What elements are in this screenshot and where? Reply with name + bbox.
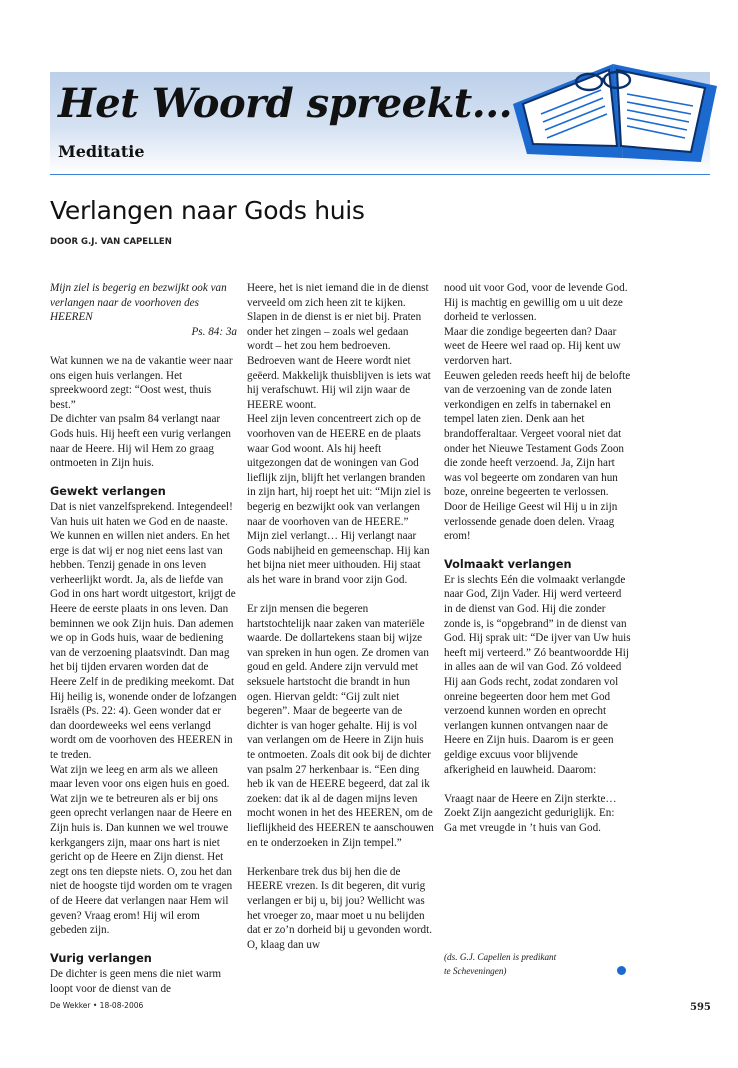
paragraph: Eeuwen geleden reeds heeft hij de belofte van de verzoening van de zonde laten verkondigen en zelfs in tabernakel en tempel laten zien. Denk aan het brandofferaltaar. Vergeet vooral niet dat onder het Nieuwe Testament Gods Zoon die zonde heeft verzoend. Ja, Zijn hart was vol begeerte om zondaren van hun boze, onreine begeerten te verlossen. Door de Heilige Geest wil Hij u in zijn verlossende genade doen delen. Vraag erom! bbox=[444, 369, 631, 543]
paragraph: Wat kunnen we na de vakantie weer naar ons eigen huis verlangen. Het spreekwoord zegt: “Oost west, thuis best.” bbox=[50, 354, 233, 411]
paragraph: De dichter van psalm 84 verlangt naar Gods huis. Hij heeft een vurig verlangen naar de Heere. Hij wil Hem zo graag ontmoeten in Zijn huis. bbox=[50, 413, 231, 470]
open-book-with-glasses-icon bbox=[505, 46, 725, 166]
closing-line: Zoekt Zijn aangezicht geduriglijk. En: bbox=[444, 807, 615, 820]
paragraph: Er is slechts Eén die volmaakt verlangde naar God, Zijn Vader. Hij werd verteerd in de dienst van God. Hij die zonder zonde is, is “opgebrand” in de dienst van God. Hij sprak uit: “De ijver van Uw huis heeft mij verteerd.” Zó beantwoordde Hij in alles aan de wil van God. Zó voldeed Hij aan Gods recht, zodat zondaren vol onreine begeerten door hem met God verzoend kunnen worden en oprecht verlangen kunnen ontvangen naar de Heere en Zijn huis. Daarom is er geen geldige excuus voor blijvende afkerigheid en lauwheid. Daarom: bbox=[444, 573, 631, 776]
epigraph-line: verlangen naar de voorhoven des HEEREN bbox=[50, 296, 199, 324]
epigraph-reference: Ps. 84: 3a bbox=[191, 325, 237, 338]
section-heading: Gewekt verlangen bbox=[50, 485, 166, 499]
paragraph: Maar die zondige begeerten dan? Daar weet de Heere wel raad op. Hij kent uw verdorven hart. bbox=[444, 325, 621, 367]
bio-line: (ds. G.J. Capellen is predikant bbox=[444, 952, 557, 962]
column-2 bbox=[247, 281, 434, 952]
banner-title: Het Woord spreekt... bbox=[58, 80, 513, 127]
column-3 bbox=[444, 281, 631, 836]
column-1 bbox=[50, 281, 237, 996]
paragraph: nood uit voor God, voor de levende God. Hij is machtig en gewillig om u uit deze dorheid te verlossen. bbox=[444, 282, 628, 324]
section-heading: Volmaakt verlangen bbox=[444, 558, 572, 572]
byline: DOOR G.J. VAN CAPELLEN bbox=[50, 237, 172, 247]
author-bio bbox=[444, 950, 634, 978]
paragraph: De dichter is geen mens die niet warm loopt voor de dienst van de bbox=[50, 967, 222, 995]
banner-subtitle: Meditatie bbox=[58, 142, 145, 161]
paragraph: Heere, het is niet iemand die in de dienst verveeld om zich heen zit te kijken. Slapen in de dienst is er niet bij. Praten onder het zingen – zoals wel gedaan wordt – het zou hem bedroeven. Bedroeven want de Heere wordt niet geëerd. Makkelijk thuisblijven is iets wat hij verafschuwt. Hij wil zijn waar de HEERE woont. bbox=[247, 282, 431, 411]
paragraph: Heel zijn leven concentreert zich op de voorhoven van de HEERE en de plaats waar God woont. Als hij heeft uitgezongen dat de woningen van God lieflijk zijn, blijft het verlangen branden in zijn hart, hij roept het uit: “Mijn ziel is begerig en bezwijkt ook van verlangen naar de voorhoven van de HEERE.” bbox=[247, 413, 431, 528]
footer-source: De Wekker • 18-08-2006 bbox=[50, 1001, 144, 1010]
page-number: 595 bbox=[690, 1002, 711, 1013]
epigraph-line: Mijn ziel is begerig en bezwijkt ook van bbox=[50, 282, 227, 294]
closing-line: Vraagt naar de Heere en Zijn sterkte… bbox=[444, 792, 617, 805]
paragraph: Er zijn mensen die begeren hartstochtelijk naar zaken van materiële waarde. De dollartekens staan bij wijze van spreken in hun ogen. Ze dromen van goud en geld. Andere zijn vervuld met seksuele hartstocht die brandt in hun ogen. Hiervan geldt: “Gij zult niet begeren”. Maar de begeerte van de dichter is van hoger gehalte. Hij is vol van verlangen om de Heere in Zijn huis te ontmoeten. Zoals dit ook bij de dichter van psalm 27 herkenbaar is. “Een ding heb ik van de HEERE begeerd, dat zal ik zoeken: dat ik al de dagen mijns leven mocht wonen in het des HEEREN, om de lieflijkheid des HEEREN te aanschouwen en te onderzoeken in Zijn tempel.” bbox=[247, 603, 434, 849]
paragraph: Dat is niet vanzelfsprekend. Integendeel! Van huis uit haten we God en de naaste. We kunnen en willen niet anders. En het erge is dat wij er nog niet eens last van hebben. Tenzij genade in ons leven verheerlijkt wordt. Ja, als de liefde van God in ons hart wordt uitgestort, krijgt de Heere de eerste plaats in ons leven. Dan beminnen we ook Zijn huis. Dan ademen we op in Gods huis, waar de bediening van de verzoening plaatsvindt. Dan mag het bij tijden ervaren worden dat de Heere Zelf in de prediking meekomt. Dat Hij heilig is, wonende onder de lofzangen Israëls (Ps. 22: 4). Geen wonder dat er dan doordeweeks wel eens verlangd wordt om de voorhoven des HEEREN in te treden. bbox=[50, 500, 237, 761]
article-title: Verlangen naar Gods huis bbox=[50, 196, 365, 225]
bio-line: te Scheveningen) bbox=[444, 966, 507, 977]
closing-line: Ga met vreugde in ’t huis van God. bbox=[444, 821, 601, 834]
section-heading: Vurig verlangen bbox=[50, 952, 152, 966]
paragraph: Wat zijn we leeg en arm als we alleen maar leven voor ons eigen huis en goed. Wat zijn we te betreuren als er bij ons geen oprecht verlangen naar de Heere en Zijn huis is. Dan kunnen we wel trouwe kerkgangers zijn, maar ons hart is niet gericht op de Heere en Zijn dienst. Het zegt ons ten diepste niets. O, zou het dan niet de hoogste tijd worden om te vragen of de Heere dat verlangen naar Hem wil geven? Vraag erom! Hij wil erom gebeden zijn. bbox=[50, 763, 233, 937]
paragraph: Mijn ziel verlangt… Hij verlangt naar Gods nabijheid en gemeenschap. Hij kan het bijna niet meer uithouden. Hij staat als het ware in brand voor zijn God. bbox=[247, 530, 430, 586]
end-mark-icon bbox=[617, 966, 626, 975]
paragraph: Herkenbare trek dus bij hen die de HEERE vrezen. Is dit begeren, dit vurig verlangen er bij u, bij jou? Wellicht was het vroeger zo, maar moet u nu belijden dat er zo’n dorheid bij u gevonden wordt. O, klaag dan uw bbox=[247, 865, 433, 951]
